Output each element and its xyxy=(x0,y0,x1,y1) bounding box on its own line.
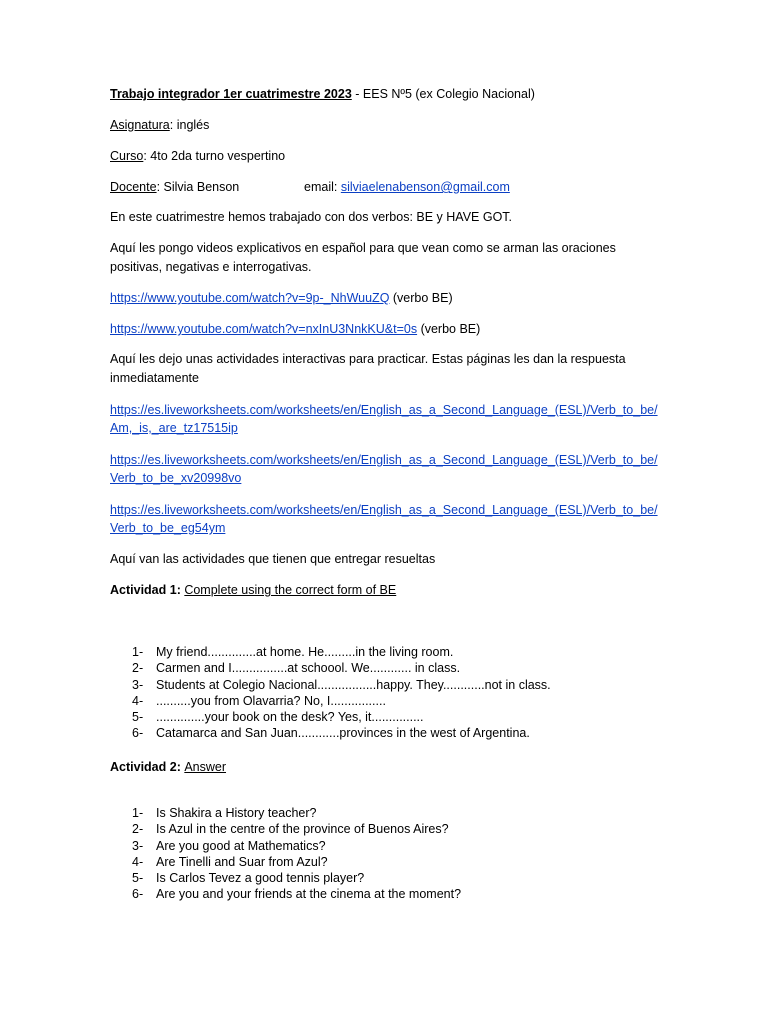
activity1-list xyxy=(110,644,551,742)
item-number: 5- xyxy=(132,710,144,725)
curso-value: : 4to 2da turno vespertino xyxy=(143,149,286,163)
list-item xyxy=(110,805,461,821)
worksheet-link-2[interactable]: https://es.liveworksheets.com/worksheets/en/English_as_a_Second_Language_(ESL)/Verb_to_be/Verb_to_be_xv20998vo xyxy=(110,453,658,485)
item-number: 5- xyxy=(132,871,144,886)
list-item xyxy=(110,677,551,693)
list-item xyxy=(110,693,551,709)
item-number: 4- xyxy=(132,693,144,708)
item-number: 6- xyxy=(132,887,144,902)
item-number: 2- xyxy=(132,822,144,837)
activity1-colon: : xyxy=(176,583,185,597)
activity2-title: Answer xyxy=(184,760,227,774)
document-title-suffix: - EES Nº5 (ex Colegio Nacional) xyxy=(351,87,535,101)
deliver-intro: Aquí van las actividades que tienen que entregar resueltas xyxy=(110,552,436,566)
item-text: Are you good at Mathematics? xyxy=(156,838,326,853)
list-item xyxy=(110,886,461,902)
list-item xyxy=(110,838,461,854)
item-text: Are you and your friends at the cinema at the moment? xyxy=(156,887,462,902)
worksheet-link-1[interactable]: https://es.liveworksheets.com/worksheets/en/English_as_a_Second_Language_(ESL)/Verb_to_be/Am,_is,_are_tz17515ip xyxy=(110,403,658,435)
document-title: Trabajo integrador 1er cuatrimestre 2023 xyxy=(110,87,352,101)
asignatura-value: : inglés xyxy=(169,118,210,132)
email-label: email: xyxy=(304,180,341,194)
docente-value: : Silvia Benson xyxy=(156,180,240,194)
list-item xyxy=(110,644,551,660)
document-title-line xyxy=(110,86,535,102)
email-link[interactable]: silviaelenabenson@gmail.com xyxy=(340,180,510,194)
list-item xyxy=(110,660,551,676)
list-item xyxy=(110,821,461,837)
item-number: 4- xyxy=(132,854,144,869)
item-number: 1- xyxy=(132,645,144,659)
item-text: Is Carlos Tevez a good tennis player? xyxy=(156,871,365,886)
item-number: 3- xyxy=(132,838,144,853)
item-number: 1- xyxy=(132,806,144,820)
asignatura-label: Asignatura xyxy=(110,118,170,132)
activity2-label: Actividad 2 xyxy=(110,760,177,774)
intro-paragraph: En este cuatrimestre hemos trabajado con dos verbos: BE y HAVE GOT. xyxy=(110,210,513,224)
video-note-1: (verbo BE) xyxy=(389,291,453,305)
docente-line xyxy=(110,179,510,195)
item-text: My friend..............at home. He.........in the living room. xyxy=(156,645,454,659)
asignatura-line xyxy=(110,117,209,133)
activity1-title: Complete using the correct form of BE xyxy=(184,583,397,597)
curso-line xyxy=(110,148,285,164)
item-text: Students at Colegio Nacional.................happy. They............not in class. xyxy=(156,677,551,692)
item-number: 2- xyxy=(132,661,144,676)
email-group xyxy=(304,179,510,195)
video-link-2[interactable]: https://www.youtube.com/watch?v=nxInU3NnkKU&t=0s xyxy=(110,322,418,336)
item-number: 3- xyxy=(132,677,144,692)
activity1-label: Actividad 1 xyxy=(110,583,177,597)
list-item xyxy=(110,854,461,870)
list-item xyxy=(110,725,551,741)
activity2-heading xyxy=(110,759,226,775)
item-text: Are Tinelli and Suar from Azul? xyxy=(156,854,328,869)
item-text: Is Azul in the centre of the province of Buenos Aires? xyxy=(156,822,449,837)
activity2-list xyxy=(110,805,461,903)
item-number: 6- xyxy=(132,726,144,741)
item-text: Catamarca and San Juan............provinces in the west of Argentina. xyxy=(156,726,530,741)
activity1-heading xyxy=(110,582,396,598)
videos-intro-paragraph: Aquí les pongo videos explicativos en español para que vean como se arman las oraciones positivas, negativas e interrogativas. xyxy=(110,241,616,274)
video-note-2: (verbo BE) xyxy=(417,322,481,336)
video-line-1 xyxy=(110,290,453,306)
video-link-1[interactable]: https://www.youtube.com/watch?v=9p-_NhWuuZQ xyxy=(110,291,390,305)
item-text: ..............your book on the desk? Yes, it............... xyxy=(156,710,424,725)
curso-label: Curso xyxy=(110,149,144,163)
list-item xyxy=(110,709,551,725)
activities-intro-paragraph: Aquí les dejo unas actividades interactivas para practicar. Estas páginas les dan la respuesta inmediatamente xyxy=(110,352,626,385)
list-item xyxy=(110,870,461,886)
video-line-2 xyxy=(110,321,480,337)
item-text: Is Shakira a History teacher? xyxy=(156,806,317,820)
item-text: ..........you from Olavarria? No, I................ xyxy=(156,693,386,708)
item-text: Carmen and I................at schoool. We............ in class. xyxy=(156,661,461,676)
docente-label: Docente xyxy=(110,180,157,194)
activity2-colon: : xyxy=(176,760,185,774)
worksheet-link-3[interactable]: https://es.liveworksheets.com/worksheets/en/English_as_a_Second_Language_(ESL)/Verb_to_be/Verb_to_be_eg54ym xyxy=(110,503,658,535)
